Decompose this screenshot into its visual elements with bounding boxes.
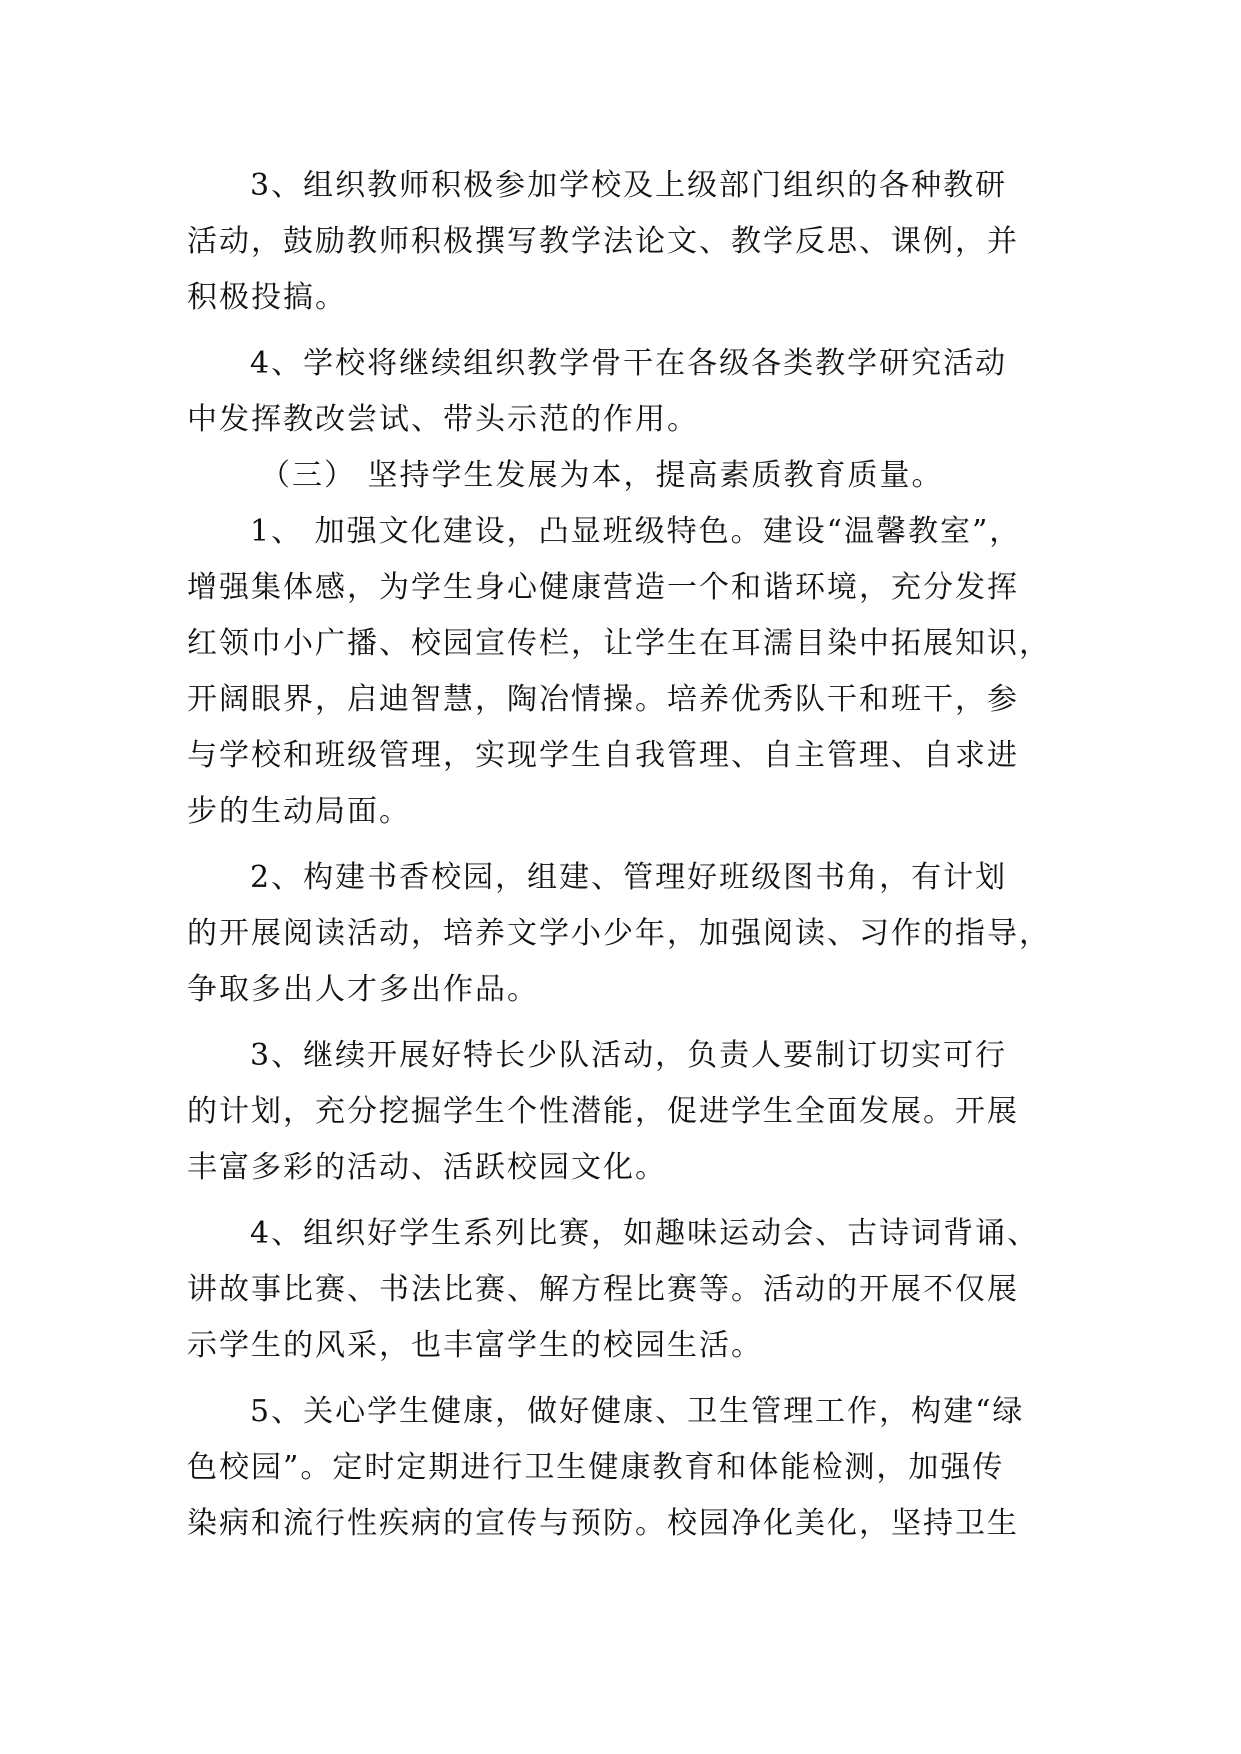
text-line: 与学校和班级管理，实现学生自我管理、自主管理、自求进 bbox=[187, 738, 1019, 773]
text-line: 4、组织好学生系列比赛，如趣味运动会、古诗词背诵、 bbox=[250, 1216, 1040, 1251]
text-line: 染病和流行性疾病的宣传与预防。校园净化美化，坚持卫生 bbox=[187, 1506, 1019, 1541]
text-line: 争取多出人才多出作品。 bbox=[187, 972, 539, 1007]
text-line: 红领巾小广播、校园宣传栏，让学生在耳濡目染中拓展知识， bbox=[187, 626, 1051, 661]
text-line: 的计划，充分挖掘学生个性潜能，促进学生全面发展。开展 bbox=[187, 1094, 1019, 1129]
text-line: 开阔眼界，启迪智慧，陶冶情操。培养优秀队干和班干，参 bbox=[187, 682, 1019, 717]
text-line: 示学生的风采，也丰富学生的校园生活。 bbox=[187, 1328, 763, 1363]
text-line: 4、学校将继续组织教学骨干在各级各类教学研究活动 bbox=[250, 346, 1008, 381]
text-line: 1、 加强文化建设，凸显班级特色。建设“温馨教室”， bbox=[250, 514, 1022, 549]
text-line: 增强集体感，为学生身心健康营造一个和谐环境，充分发挥 bbox=[187, 570, 1019, 605]
text-line: 中发挥教改尝试、带头示范的作用。 bbox=[187, 402, 699, 437]
text-line: 讲故事比赛、书法比赛、解方程比赛等。活动的开展不仅展 bbox=[187, 1272, 1019, 1307]
text-line: 丰富多彩的活动、活跃校园文化。 bbox=[187, 1150, 667, 1185]
text-line: 的开展阅读活动，培养文学小少年，加强阅读、习作的指导， bbox=[187, 916, 1051, 951]
text-line: 3、继续开展好特长少队活动，负责人要制订切实可行 bbox=[250, 1038, 1008, 1073]
text-line: 3、组织教师积极参加学校及上级部门组织的各种教研 bbox=[250, 168, 1008, 203]
text-line: 2、构建书香校园，组建、管理好班级图书角，有计划 bbox=[250, 860, 1008, 895]
text-line: 活动，鼓励教师积极撰写教学法论文、教学反思、课例，并 bbox=[187, 224, 1019, 259]
text-line: 5、关心学生健康，做好健康、卫生管理工作，构建“绿 bbox=[250, 1394, 1025, 1429]
text-line: 色校园”。定时定期进行卫生健康教育和体能检测，加强传 bbox=[187, 1450, 1005, 1485]
text-line: 积极投搞。 bbox=[187, 280, 347, 315]
text-line: 步的生动局面。 bbox=[187, 794, 411, 829]
section-heading: （三） 坚持学生发展为本，提高素质教育质量。 bbox=[260, 458, 944, 493]
